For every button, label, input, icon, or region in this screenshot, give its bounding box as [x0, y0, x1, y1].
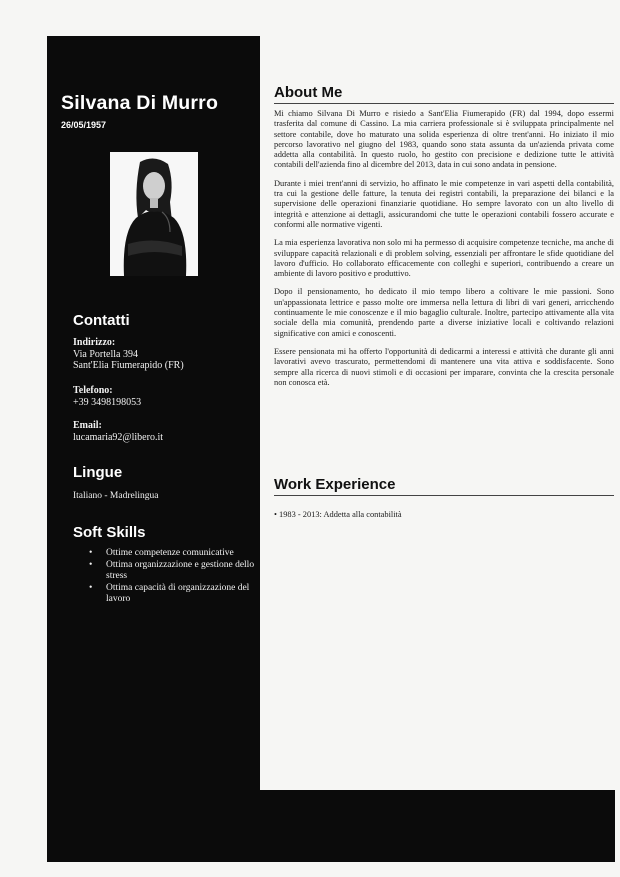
phone-value: +39 3498198053 — [73, 396, 142, 408]
about-title: About Me — [274, 84, 614, 104]
person-name: Silvana Di Murro — [61, 92, 219, 114]
birth-date: 26/05/1957 — [61, 120, 107, 130]
email-block — [73, 420, 163, 443]
contacts-title: Contatti — [73, 312, 130, 329]
about-paragraph: Mi chiamo Silvana Di Murro e risiedo a Sant'Elia Fiumerapido (FR) dal 1994, dopo essermi trasferita dal comune di Cassino. La mia carriera professionale si è sviluppata principalmente nel settore contabile, dove ho maturato una solida esperienza di oltre trent'anni. Ho iniziato il mio percorso lavorativo nel giugno del 1983, quando sono stata assunta da un'azienda privata come addetta alla contabilità. In questo ruolo, ho gestito con precisione e dedizione tutte le attività contabili dell'azienda fino al dicembre del 2013, data in cui sono andata in pensione. — [274, 109, 614, 170]
about-section — [274, 84, 614, 396]
work-list — [274, 510, 614, 519]
skill-item: • Ottima capacità di organizzazione del lavoro — [89, 583, 259, 606]
bottom-band — [260, 790, 615, 862]
languages-text: Italiano - Madrelingua — [73, 491, 159, 501]
skill-item: • Ottima organizzazione e gestione dello stress — [89, 560, 259, 583]
email-value: lucamaria92@libero.it — [73, 431, 164, 443]
languages-title: Lingue — [73, 464, 123, 481]
person-portrait-icon — [110, 152, 198, 276]
address-line2: Sant'Elia Fiumerapido (FR) — [73, 360, 184, 371]
work-item: • 1983 - 2013: Addetta alla contabilità — [274, 510, 402, 519]
about-paragraph: Essere pensionata mi ha offerto l'opportunità di dedicarmi a interessi e attività che durante gli anni lavorativi avevo trascurato, permettendomi di mantenere una vita attiva e soddisfacente. Sono sempre alla ricerca di nuovi stimoli e di occasioni per imparare, convinta che la crescita personale non conosca età. — [274, 346, 614, 387]
address-label: Indirizzo: — [73, 337, 116, 348]
about-paragraph: Durante i miei trent'anni di servizio, ho affinato le mie competenze in vari aspetti della contabilità, tra cui la gestione delle fatture, la tenuta dei registri contabili, la preparazione dei bilanci e la supervisione delle operazioni finanziarie quotidiane. Ho sempre lavorato con un alto livello di integrità e attenzione ai dettagli, assicurandomi che tutte le operazioni contabili fossero accurate e conformi alle normative vigenti. — [274, 178, 614, 229]
about-text — [274, 109, 614, 388]
soft-skills-list — [89, 548, 259, 606]
work-title: Work Experience — [274, 476, 614, 496]
work-section — [274, 476, 614, 519]
soft-skills-title: Soft Skills — [73, 524, 146, 541]
sidebar — [47, 36, 260, 862]
profile-photo — [110, 152, 198, 276]
about-paragraph: La mia esperienza lavorativa non solo mi ha permesso di acquisire competenze tecniche, ma anche di sviluppare capacità relazionali e di problem solving, essenziali per affrontare le sfide quotidiane del lavoro d'ufficio. Ho collaborato efficacemente con colleghi e superiori, contribuendo a creare un ambiente di lavoro positivo e produttivo. — [274, 238, 614, 279]
phone-label: Telefono: — [73, 385, 113, 396]
address-block — [73, 337, 184, 372]
email-label: Email: — [73, 420, 102, 431]
about-paragraph: Dopo il pensionamento, ho dedicato il mio tempo libero a coltivare le mie passioni. Sono un'appassionata lettrice e passo molte ore immersa nella lettura di libri di vari generi, arricchendo continuamente le mie conoscenze e il mio bagaglio culturale. Inoltre, partecipo attivamente alla vita sociale della mia comunità, prendendo parte a diverse iniziative locali e coltivando relazioni significative con amici e conoscenti. — [274, 287, 614, 338]
skill-item: • Ottime competenze comunicative — [89, 548, 259, 560]
phone-block — [73, 385, 141, 408]
address-line1: Via Portella 394 — [73, 348, 138, 360]
